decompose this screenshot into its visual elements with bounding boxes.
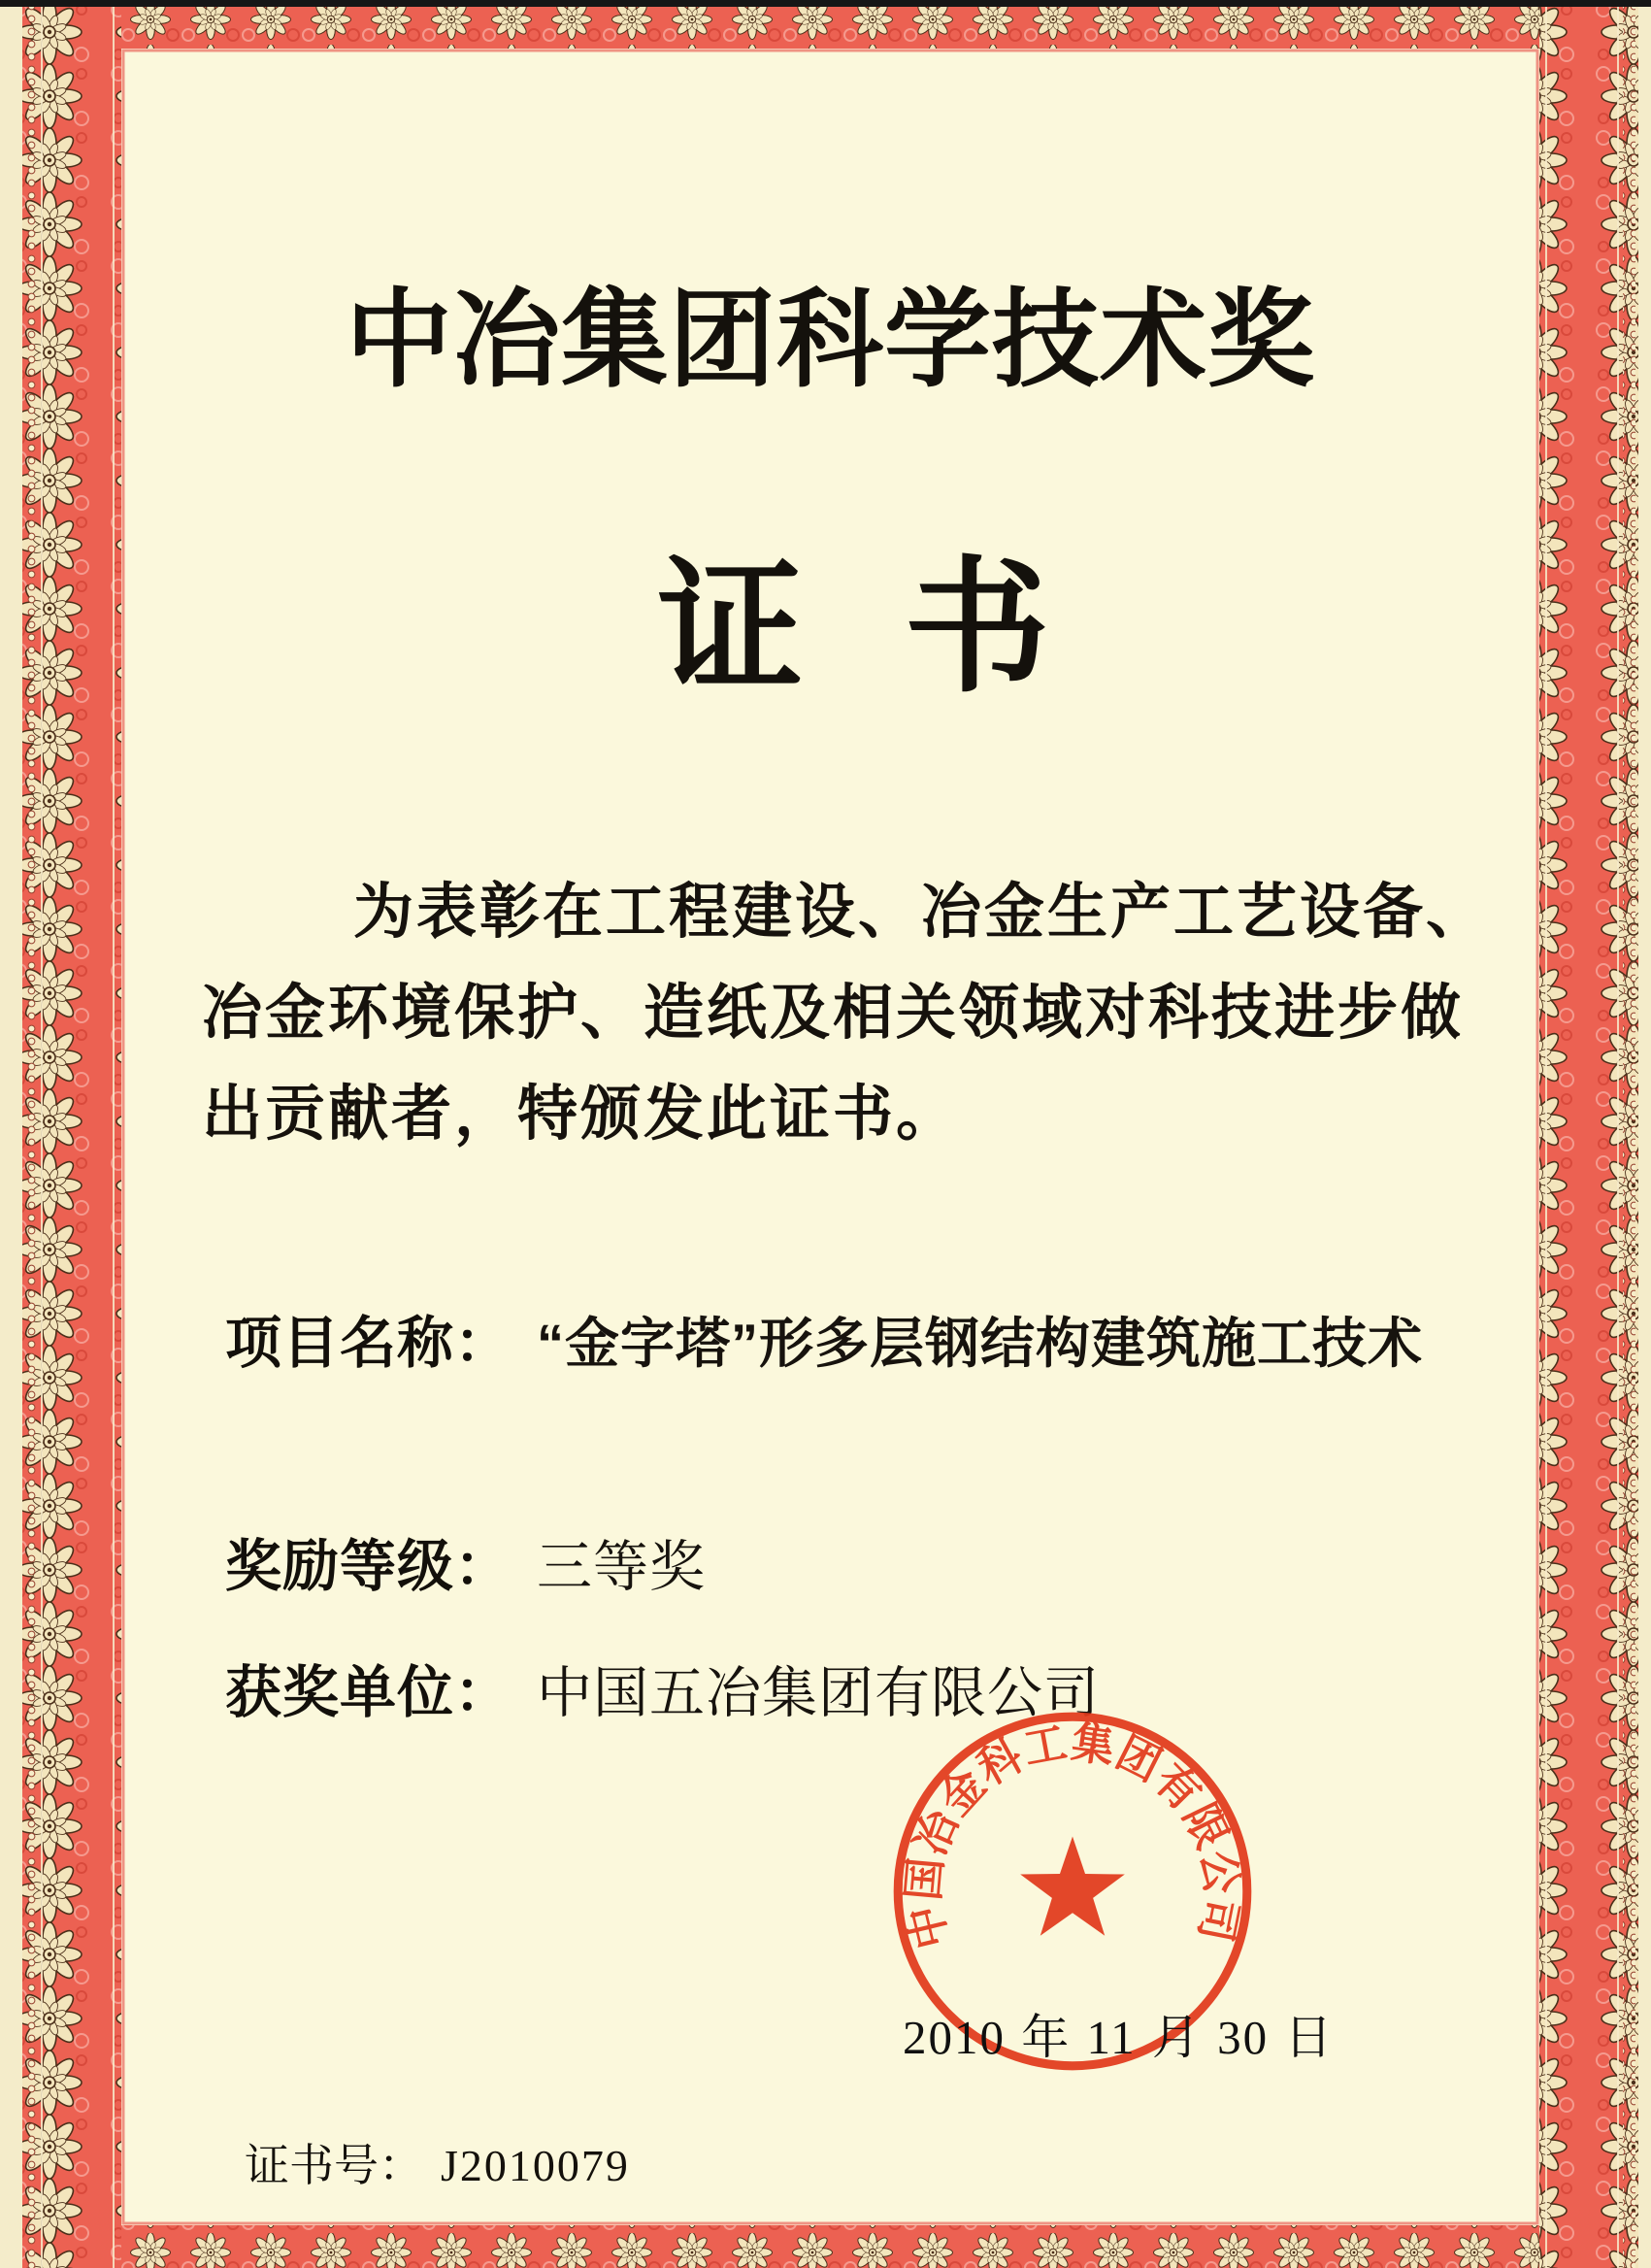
body-line: 为表彰在工程建设、冶金生产工艺设备、 xyxy=(353,880,1490,946)
cert-number-label: 证书号： xyxy=(245,2141,423,2190)
issue-date: 2010 年 11 月 30 日 xyxy=(903,2011,1335,2064)
body-paragraph xyxy=(202,862,1495,1165)
subtitle-char-shu: 书 xyxy=(904,546,1050,709)
certificate-number xyxy=(245,2130,630,2194)
seal-text-path xyxy=(898,1718,1246,1953)
star-icon xyxy=(1020,1836,1125,1935)
field-label: 获奖单位： xyxy=(225,1661,512,1724)
field-value: 中国五冶集团有限公司 xyxy=(537,1663,1101,1724)
body-line: 冶金环境保护、造纸及相关领域对科技进步做 xyxy=(202,981,1465,1047)
field-value: “金字塔”形多层钢结构建筑施工技术 xyxy=(537,1313,1424,1374)
field-label: 项目名称： xyxy=(225,1312,512,1375)
seal-text: 中国冶金科工集团有限公司 xyxy=(898,1717,1247,1953)
field-award-grade xyxy=(225,1520,706,1602)
certificate-subtitle xyxy=(145,544,1563,712)
subtitle-char-zheng: 证 xyxy=(657,546,804,709)
field-label: 奖励等级： xyxy=(225,1535,512,1598)
field-value: 三等奖 xyxy=(537,1537,707,1598)
field-project-name xyxy=(225,1297,1423,1379)
body-line: 出贡献者，特颁发此证书。 xyxy=(202,1082,960,1148)
certificate-title: 中冶集团科学技术奖 xyxy=(346,281,1315,400)
cert-number-value: J2010079 xyxy=(441,2141,630,2190)
